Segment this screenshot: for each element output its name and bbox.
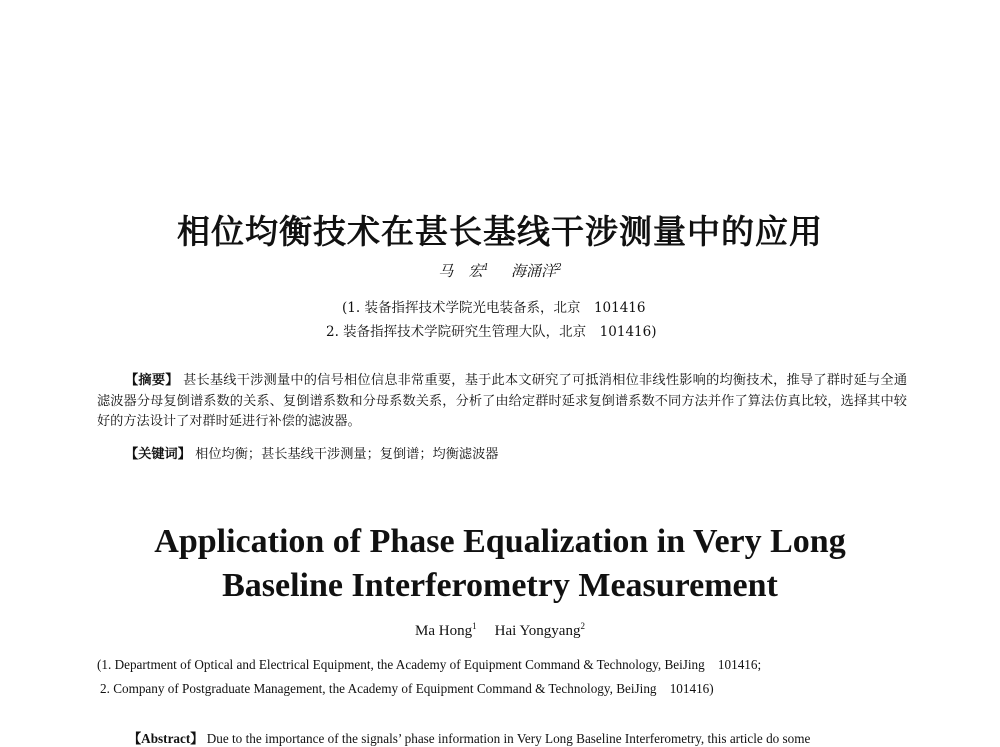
english-title-line-2: Baseline Interferometry Measurement — [222, 567, 778, 604]
chinese-authors — [0, 260, 1000, 281]
english-affiliation-1: (1. Department of Optical and Electrical Equipment, the Academy of Equipment Command & Technology, BeiJing 101416; — [97, 657, 762, 672]
english-author-1-sup: 1 — [472, 621, 477, 631]
english-authors — [0, 621, 1000, 640]
english-author-2-sup: 2 — [580, 621, 585, 631]
chinese-author-2: 海涌洋 — [511, 262, 557, 280]
chinese-author-1-sup: 1 — [483, 263, 489, 273]
chinese-affiliation-2: 2. 装备指挥技术学院研究生管理大队，北京 101416) — [326, 324, 657, 340]
chinese-abstract — [97, 371, 907, 433]
english-title — [0, 520, 1000, 608]
english-abstract — [128, 728, 918, 747]
english-abstract-label: 【Abstract】 — [128, 731, 204, 746]
chinese-abstract-label: 【摘要】 — [125, 373, 179, 388]
chinese-abstract-text: 甚长基线干涉测量中的信号相位信息非常重要，基于此本文研究了可抵消相位非线性影响的均衡技术，推导了群时延与全通滤波器分母复倒谱系数的关系、复倒谱系数和分母系数关系，分析了由给定群时延求复倒谱系数不同方法并作了算法仿真比较，选择其中较好的方法设计了对群时延进行补偿的滤波器。 — [97, 373, 908, 429]
chinese-keywords — [125, 443, 905, 462]
chinese-author-2-sup: 2 — [556, 263, 562, 273]
chinese-keywords-label: 【关键词】 — [125, 447, 191, 462]
chinese-title: 相位均衡技术在甚长基线干涉测量中的应用 — [177, 212, 823, 251]
english-title-line-1: Application of Phase Equalization in Very Long — [154, 523, 846, 560]
chinese-author-1: 马 宏 — [438, 262, 484, 280]
chinese-keywords-text: 相位均衡；甚长基线干涉测量；复倒谱；均衡滤波器 — [195, 447, 499, 462]
english-abstract-text: Due to the importance of the signals’ phase information in Very Long Baseline Interferometry, this article do some — [206, 731, 811, 746]
english-author-1: Ma Hong — [415, 623, 473, 639]
english-affiliation-2: 2. Company of Postgraduate Management, the Academy of Equipment Command & Technology, BeiJing 101416) — [100, 681, 714, 696]
chinese-affiliation-1: (1. 装备指挥技术学院光电装备系，北京 101416 — [342, 300, 646, 316]
english-author-2: Hai Yongyang — [494, 623, 581, 639]
